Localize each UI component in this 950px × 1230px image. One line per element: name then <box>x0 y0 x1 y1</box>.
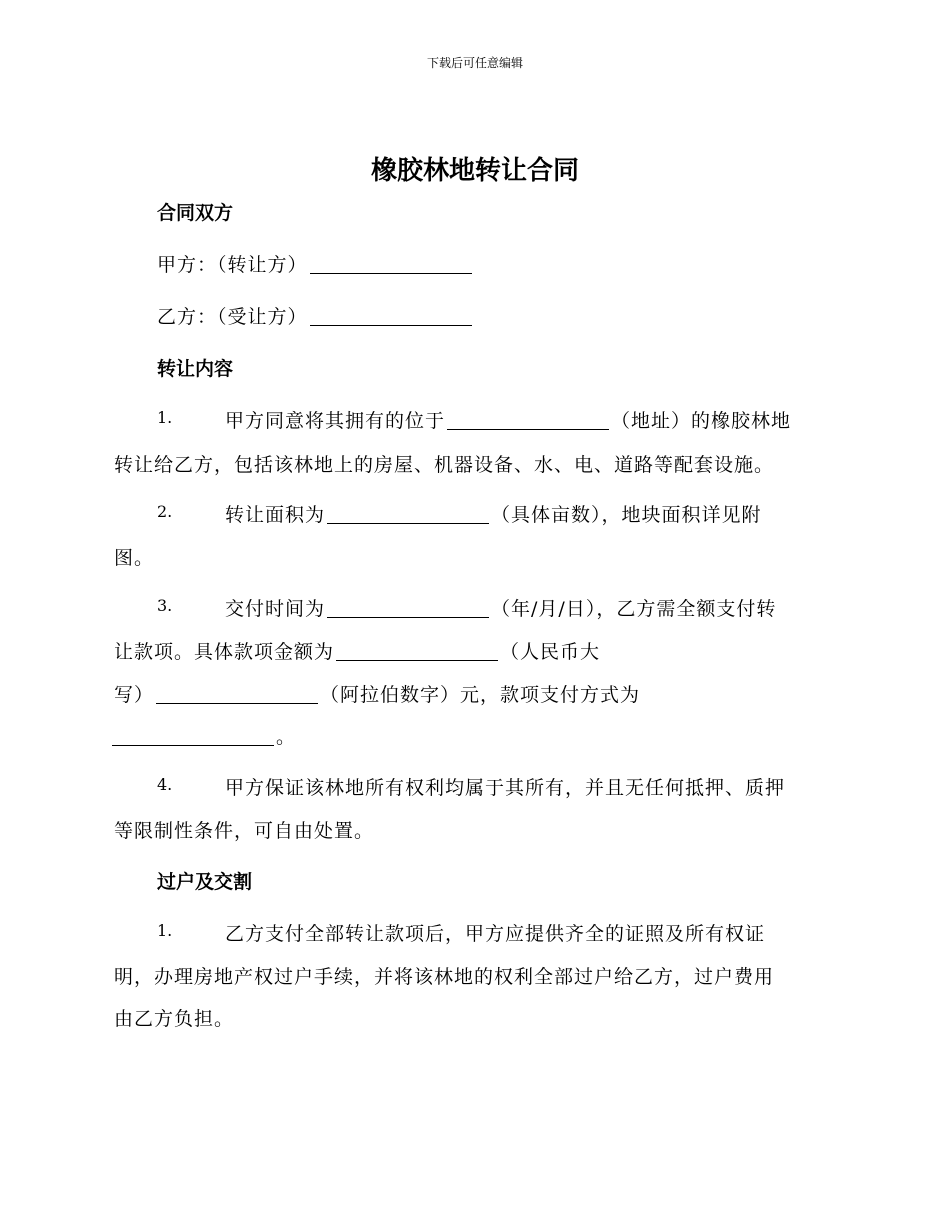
transfer-item-1-line-3: 由乙方负担。 <box>114 1008 235 1030</box>
section-heading-transfer: 过户及交割 <box>157 871 253 893</box>
content-item-4-number: 4. <box>157 775 173 794</box>
content-item-3-text-e: 写） <box>114 684 155 706</box>
content-item-1-text-a: 甲方同意将其拥有的位于 <box>225 410 446 432</box>
address-blank[interactable] <box>447 409 609 430</box>
content-item-3-text-d: （人民币大 <box>500 641 601 663</box>
area-blank[interactable] <box>327 503 489 524</box>
content-item-3-text-f: （阿拉伯数字）元，款项支付方式为 <box>320 684 641 706</box>
party-a-label: 甲方：（转让方） <box>157 254 308 276</box>
content-item-4-line-1: 甲方保证该林地所有权利均属于其所有，并且无任何抵押、质押 <box>225 777 786 799</box>
content-item-1-line-2: 转让给乙方，包括该林地上的房屋、机器设备、水、电、道路等配套设施。 <box>114 454 775 476</box>
transfer-item-1-number: 1. <box>157 921 173 940</box>
party-b-blank[interactable] <box>310 305 472 326</box>
page-header: 下载后可任意编辑 <box>426 56 523 70</box>
content-item-2-line-2: 图。 <box>114 547 155 569</box>
content-item-3-text-g: 。 <box>276 726 297 748</box>
transfer-item-1-line-2: 明，办理房地产权过户手续，并将该林地的权利全部过户给乙方，过户费用 <box>114 966 775 988</box>
content-item-2-text-a: 转让面积为 <box>225 504 326 526</box>
document-title: 橡胶林地转让合同 <box>370 156 579 186</box>
party-a-line <box>157 250 474 277</box>
amount-chinese-blank[interactable] <box>336 640 498 661</box>
content-item-1-line-1 <box>225 406 791 433</box>
content-item-3-line-2 <box>114 637 600 664</box>
content-item-1-text-b: （地址）的橡胶林地 <box>611 410 792 432</box>
content-item-2-text-b: （具体亩数），地块面积详见附 <box>491 504 762 526</box>
content-item-3-line-3 <box>114 680 640 707</box>
content-item-3-text-b: （年/月/日），乙方需全额支付转 <box>491 598 777 620</box>
delivery-date-blank[interactable] <box>327 597 489 618</box>
content-item-2-number: 2. <box>157 502 173 521</box>
content-item-3-text-c: 让款项。具体款项金额为 <box>114 641 335 663</box>
section-heading-content: 转让内容 <box>157 358 234 380</box>
content-item-1-number: 1. <box>157 408 173 427</box>
section-heading-parties: 合同双方 <box>157 202 234 224</box>
party-a-blank[interactable] <box>310 253 472 274</box>
content-item-2-line-1 <box>225 500 762 527</box>
amount-arabic-blank[interactable] <box>156 683 318 704</box>
transfer-item-1-line-1: 乙方支付全部转让款项后，甲方应提供齐全的证照及所有权证 <box>225 923 766 945</box>
party-b-line <box>157 302 474 329</box>
content-item-3-line-4 <box>112 722 296 749</box>
content-item-3-line-1 <box>225 594 776 621</box>
payment-method-blank[interactable] <box>112 725 274 746</box>
content-item-3-number: 3. <box>157 596 173 615</box>
party-b-label: 乙方：（受让方） <box>157 306 308 328</box>
content-item-3-text-a: 交付时间为 <box>225 598 326 620</box>
content-item-4-line-2: 等限制性条件，可自由处置。 <box>114 820 375 842</box>
